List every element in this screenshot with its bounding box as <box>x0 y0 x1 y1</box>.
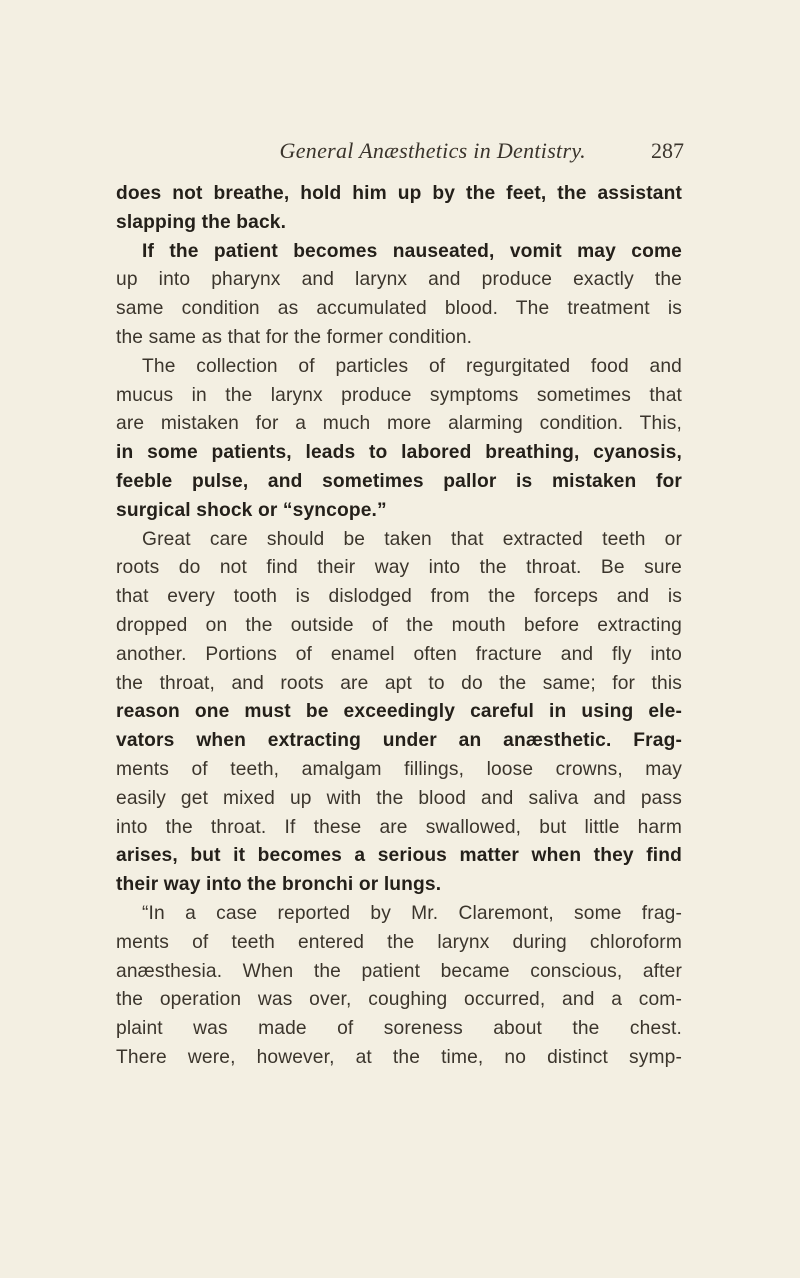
text-line: The collection of particles of regurgitated food and <box>142 355 682 377</box>
text-line: ments of teeth entered the larynx during chloroform <box>116 931 682 953</box>
text-line: roots do not find their way into the throat. Be sure <box>116 557 682 579</box>
text-line: the same as that for the former condition. <box>116 326 473 348</box>
text-line: ments of teeth, amalgam fillings, loose crowns, may <box>116 758 682 780</box>
running-head <box>116 138 684 168</box>
text-line: does not breathe, hold him up by the feet, the assistant <box>116 183 682 204</box>
text-line: There were, however, at the time, no distinct symp- <box>116 1046 682 1068</box>
text-line: the operation was over, coughing occurred, and a com- <box>116 989 682 1011</box>
text-line: mucus in the larynx produce symptoms sometimes that <box>116 384 682 406</box>
text-line: arises, but it becomes a serious matter when they find <box>116 845 682 867</box>
text-line: the throat, and roots are apt to do the same; for this <box>116 672 682 694</box>
text-line: If the patient becomes nauseated, vomit may come <box>142 240 682 262</box>
text-line: another. Portions of enamel often fracture and fly into <box>116 643 682 665</box>
text-line: slapping the back. <box>116 211 287 233</box>
text-line: that every tooth is dislodged from the forceps and is <box>116 586 682 608</box>
text-line: easily get mixed up with the blood and saliva and pass <box>116 787 682 809</box>
text-line: “In a case reported by Mr. Claremont, some frag- <box>142 902 682 924</box>
text-line: their way into the bronchi or lungs. <box>116 874 442 896</box>
text-line: vators when extracting under an anæsthetic. Frag- <box>116 730 682 752</box>
text-line: into the throat. If these are swallowed, but little harm <box>116 816 682 838</box>
text-line: in some patients, leads to labored breathing, cyanosis, <box>116 442 682 464</box>
page-number: 287 <box>651 138 684 163</box>
text-line: Great care should be taken that extracted teeth or <box>142 528 682 550</box>
text-line: plaint was made of soreness about the chest. <box>116 1018 682 1040</box>
text-line: reason one must be exceedingly careful in using ele- <box>116 701 682 723</box>
text-line: dropped on the outside of the mouth before extracting <box>116 614 682 636</box>
text-line: feeble pulse, and sometimes pallor is mistaken for <box>116 470 682 492</box>
text-line: are mistaken for a much more alarming condition. This, <box>116 413 682 435</box>
body-text <box>116 180 682 1073</box>
running-title: General Anæsthetics in Dentistry. <box>279 138 586 163</box>
text-line: anæsthesia. When the patient became conscious, after <box>116 960 682 982</box>
text-line: up into pharynx and larynx and produce exactly the <box>116 269 682 291</box>
text-line: surgical shock or “syncope.” <box>116 499 387 521</box>
text-line: same condition as accumulated blood. The treatment is <box>116 298 682 320</box>
